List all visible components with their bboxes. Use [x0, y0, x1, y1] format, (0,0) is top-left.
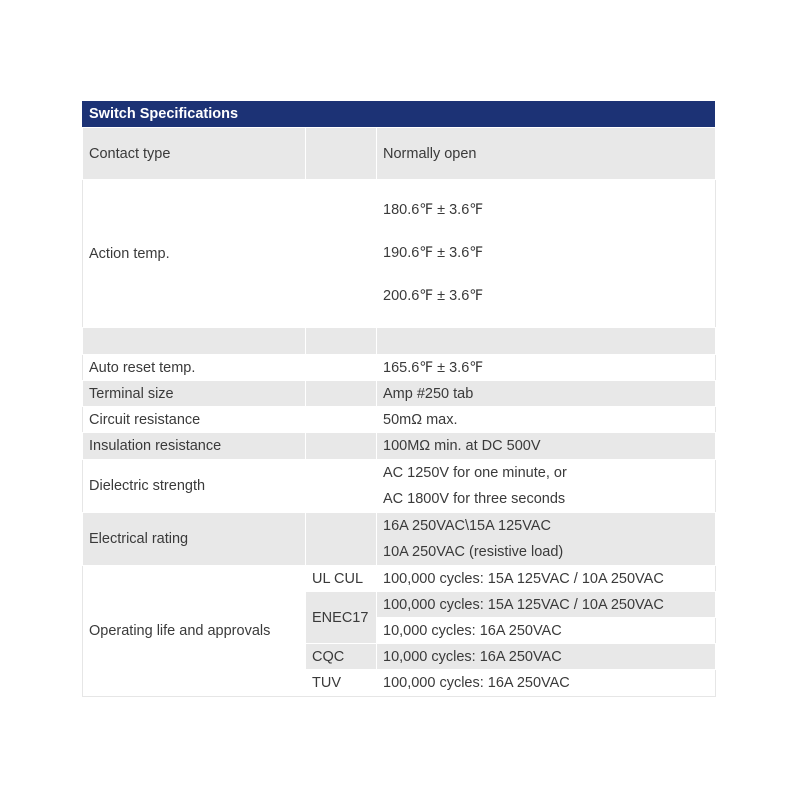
row-label: Electrical rating [83, 513, 306, 566]
row-sub [306, 407, 377, 433]
specifications-table [82, 127, 716, 697]
row-label: Contact type [83, 128, 306, 180]
approval-name-tuv: TUV [306, 670, 377, 697]
table-row-circuit-resistance [83, 407, 716, 433]
action-temp-value-3: 200.6℉ ± 3.6℉ [383, 288, 484, 304]
row-value [377, 513, 716, 566]
dielectric-line-1: AC 1250V for one minute, or [383, 465, 567, 481]
row-label: Operating life and approvals [83, 566, 306, 697]
table-row-terminal-size [83, 381, 716, 407]
approval-name-cqc: CQC [306, 644, 377, 670]
table-row-contact-type [83, 128, 716, 180]
table-row-dielectric-strength [83, 460, 716, 513]
row-label: Insulation resistance [83, 433, 306, 460]
row-label: Circuit resistance [83, 407, 306, 433]
approval-name-enec17: ENEC17 [306, 592, 377, 644]
row-sub [306, 513, 377, 566]
table-header: Switch Specifications [82, 101, 715, 127]
row-value: Amp #250 tab [377, 381, 716, 407]
row-sub [306, 180, 377, 328]
dielectric-line-2: AC 1800V for three seconds [383, 491, 566, 507]
table-row-insulation-resistance [83, 433, 716, 460]
row-spacer-cell [306, 328, 377, 355]
row-value: 100,000 cycles: 15A 125VAC / 10A 250VAC [377, 592, 716, 618]
electrical-line-2: 10A 250VAC (resistive load) [383, 544, 564, 560]
row-spacer-cell [377, 328, 716, 355]
row-value: 50mΩ max. [377, 407, 716, 433]
row-sub [306, 460, 377, 513]
table-row-auto-reset [83, 355, 716, 381]
row-value [377, 460, 716, 513]
approval-name-ul-cul: UL CUL [306, 566, 377, 592]
action-temp-value-1: 180.6℉ ± 3.6℉ [383, 202, 484, 218]
row-sub [306, 128, 377, 180]
row-value: 100,000 cycles: 16A 250VAC [377, 670, 716, 697]
row-sub [306, 355, 377, 381]
row-value: Normally open [377, 128, 716, 180]
row-label: Auto reset temp. [83, 355, 306, 381]
row-sub [306, 433, 377, 460]
row-value [377, 180, 716, 328]
row-value: 10,000 cycles: 16A 250VAC [377, 618, 716, 644]
row-label: Dielectric strength [83, 460, 306, 513]
table-row-electrical-rating [83, 513, 716, 566]
table-row-spacer [83, 328, 716, 355]
row-value: 100,000 cycles: 15A 125VAC / 10A 250VAC [377, 566, 716, 592]
row-spacer-cell [83, 328, 306, 355]
row-value: 10,000 cycles: 16A 250VAC [377, 644, 716, 670]
specifications-card [82, 101, 715, 697]
row-sub [306, 381, 377, 407]
action-temp-value-2: 190.6℉ ± 3.6℉ [383, 245, 484, 261]
row-label: Action temp. [83, 180, 306, 328]
table-row-action-temp [83, 180, 716, 328]
electrical-line-1: 16A 250VAC\15A 125VAC [383, 518, 551, 534]
row-label: Terminal size [83, 381, 306, 407]
row-value: 165.6℉ ± 3.6℉ [377, 355, 716, 381]
row-value: 100MΩ min. at DC 500V [377, 433, 716, 460]
table-row-ul-cul [83, 566, 716, 592]
